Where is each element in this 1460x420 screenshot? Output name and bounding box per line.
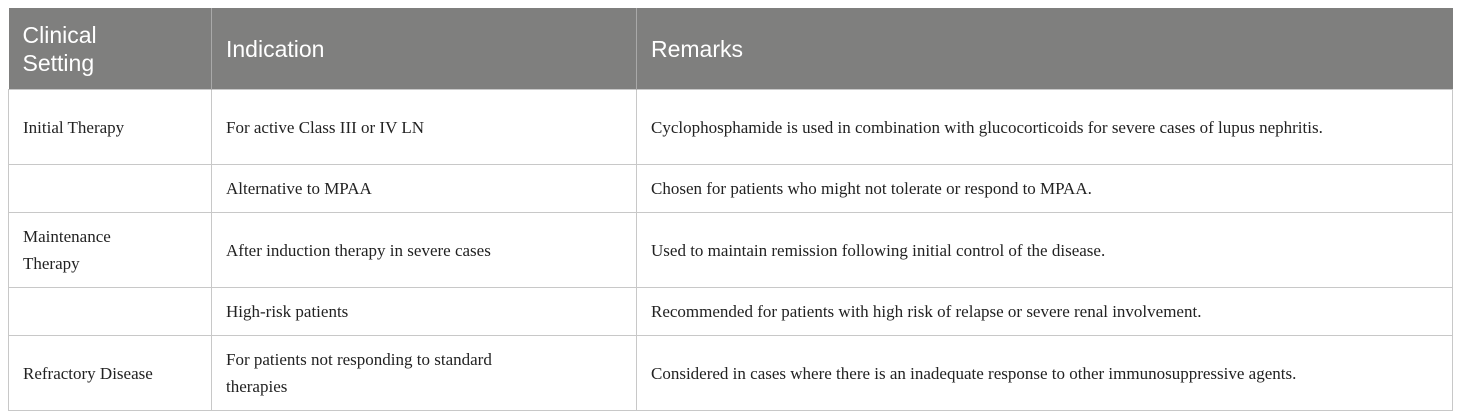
cell-setting [9,336,212,411]
setting-text: Refractory Disease [23,363,153,383]
indication-text: After induction therapy in severe cases [226,240,491,260]
cell-remarks [637,288,1453,336]
cell-remarks [637,336,1453,411]
header-remarks [637,8,1453,90]
indication-text: For patients not responding to standard therapies [226,350,492,396]
setting-text: Initial Therapy [23,117,125,137]
clinical-settings-table [8,8,1453,411]
cell-setting [9,213,212,288]
table-row [9,288,1453,336]
cell-setting [9,288,212,336]
cell-remarks [637,90,1453,165]
remarks-text: Used to maintain remission following initial control of the disease. [651,240,1106,260]
clinical-table-container [8,8,1452,411]
remarks-text: Recommended for patients with high risk of relapse or severe renal involvement. [651,302,1202,321]
cell-indication [212,336,637,411]
table-row [9,90,1453,165]
cell-setting [9,165,212,213]
header-indication-label: Indication [226,35,325,62]
cell-indication [212,288,637,336]
header-clinical-setting-label: Clinical Setting [22,21,97,76]
remarks-text: Chosen for patients who might not tolerate or respond to MPAA. [651,179,1092,198]
setting-text: Maintenance Therapy [23,227,111,273]
cell-indication [212,165,637,213]
indication-text: For active Class III or IV LN [226,117,424,137]
header-clinical-setting [9,8,212,90]
indication-text: High-risk patients [226,302,349,321]
table-body [9,90,1453,411]
header-indication [212,8,637,90]
cell-indication [212,90,637,165]
table-row [9,213,1453,288]
table-row [9,336,1453,411]
header-row [9,8,1453,90]
table-header [9,8,1453,90]
cell-remarks [637,165,1453,213]
cell-remarks [637,213,1453,288]
remarks-text: Considered in cases where there is an inadequate response to other immunosuppressive agents. [651,363,1297,383]
header-remarks-label: Remarks [651,35,744,62]
indication-text: Alternative to MPAA [226,179,372,198]
remarks-text: Cyclophosphamide is used in combination with glucocorticoids for severe cases of lupus nephritis. [651,117,1323,137]
cell-setting [9,90,212,165]
table-row [9,165,1453,213]
cell-indication [212,213,637,288]
